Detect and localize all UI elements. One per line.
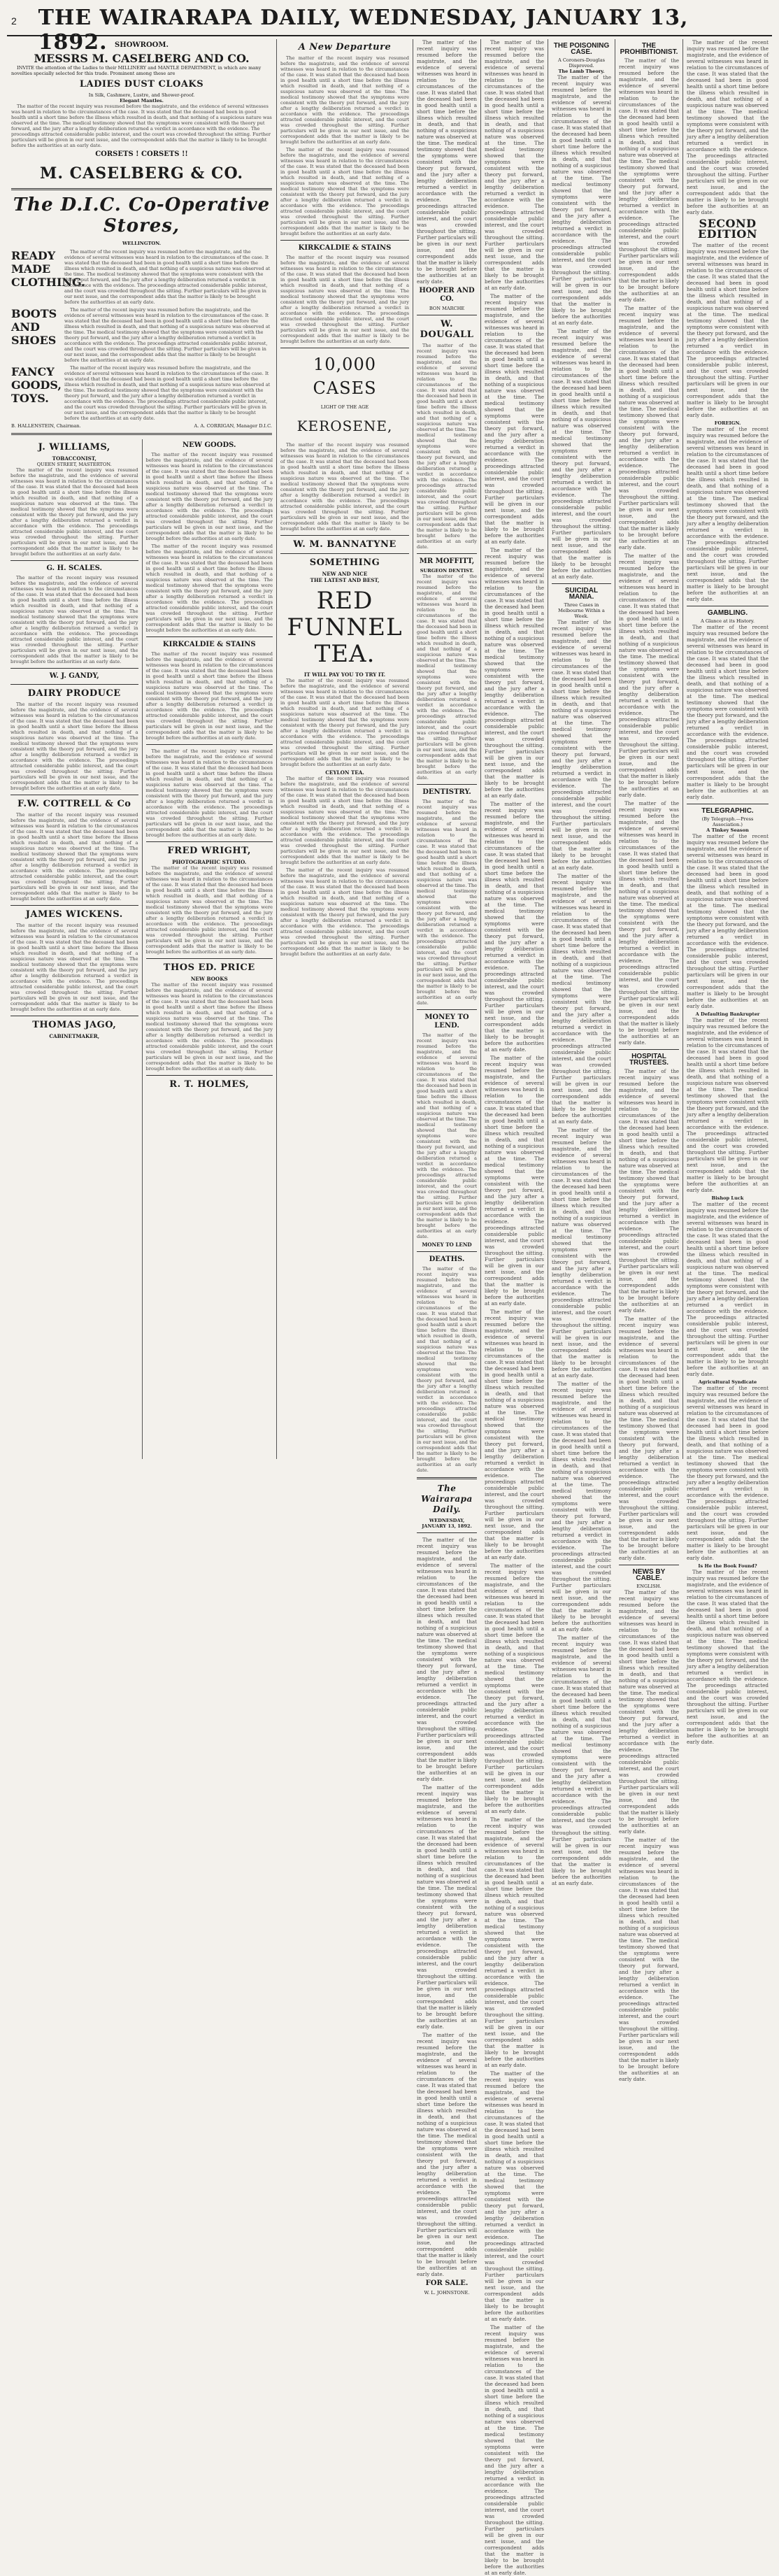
price-heading: THOS ED. PRICE xyxy=(163,962,255,973)
photographic-heading: PHOTOGRAPHIC STUDIO. xyxy=(172,859,247,865)
new-departure-heading: A New Departure xyxy=(298,42,392,52)
money-heading-2: MONEY TO LEND xyxy=(422,1241,472,1248)
dairy-produce-heading: DAIRY PRODUCE xyxy=(27,688,121,699)
dust-cloaks-heading: LADIES DUST CLOAKS xyxy=(79,79,204,90)
ceylon-tea: CEYLON TEA. xyxy=(325,769,364,776)
suicidal-text: The matter of the recent inquiry was resumed before the magistrate, and the evidence of several witnesses was heard in relation to the circumstances of the case. It was stated that the deceased had been in good health until a short time before the illness which resulted in death, and that nothing of a suspicious nature was observed at the time. The medical testimony showed that the symptoms were consistent with the theory put forward, and the jury after a lengthy deliberation returned a verdict in accordance with the evidence. The proceedings attracted considerable public interest, and the court was crowded throughout the sitting. Further particulars will be given in our next issue, and the correspondent adds that the matter is likely to be brought before the authorities at an early date. xyxy=(552,619,611,871)
prohibitionist-heading: THE PROHIBITIONIST. xyxy=(620,42,678,56)
poisoning-sub-2: The Lamb Theory. xyxy=(558,69,605,74)
johnstone-name: W. L. JOHNSTONE. xyxy=(424,2290,470,2296)
caselberg-body: The matter of the recent inquiry was resumed before the magistrate, and the evidence of several witnesses was heard in relation to the circumstances of the case. It was stated that the deceased had been in good health until a short time before the illness which resulted in death, and that nothing of a suspicious nature was observed at the time. The medical testimony showed that the symptoms were consistent with the theory put forward, and the jury after a lengthy deliberation returned a verdict in accordance with the evidence. The proceedings attracted considerable public interest, and the court was crowded throughout the sitting. Further particulars will be given in our next issue, and the correspondent adds that the matter is likely to be brought before the authorities at an early date. xyxy=(11,104,272,148)
dairy-text: The matter of the recent inquiry was resumed before the magistrate, and the evidence of several witnesses was heard in relation to the circumstances of the case. It was stated that the deceased had been in good health until a short time before the illness which resulted in death, and that nothing of a suspicious nature was observed at the time. The medical testimony showed that the symptoms were consistent with the theory put forward, and the jury after a lengthy deliberation returned a verdict in accordance with the evidence. The proceedings attracted considerable public interest, and the court was crowded throughout the sitting. Further particulars will be given in our next issue, and the correspondent adds that the matter is likely to be brought before the authorities at an early date. xyxy=(10,702,138,791)
suicidal-heading: SUICIDAL MANIA. xyxy=(564,587,599,601)
kirkcaldie-text: The matter of the recent inquiry was resumed before the magistrate, and the evidence of several witnesses was heard in relation to the circumstances of the case. It was stated that the deceased had been in good health until a short time before the illness which resulted in death, and that nothing of a suspicious nature was observed at the time. The medical testimony showed that the symptoms were consistent with the theory put forward, and the jury after a lengthy deliberation returned a verdict in accordance with the evidence. The proceedings attracted considerable public interest, and the court was crowded throughout the sitting. Further particulars will be given in our next issue, and the correspondent adds that the matter is likely to be brought before the authorities at an early date. xyxy=(145,651,273,741)
new-goods-text-2: The matter of the recent inquiry was resumed before the magistrate, and the evidence of several witnesses was heard in relation to the circumstances of the case. It was stated that the deceased had been in good health until a short time before the illness which resulted in death, and that nothing of a suspicious nature was observed at the time. The medical testimony showed that the symptoms were consistent with the theory put forward, and the jury after a lengthy deliberation returned a verdict in accordance with the evidence. The proceedings attracted considerable public interest, and the court was crowded throughout the sitting. Further particulars will be given in our next issue, and the correspondent adds that the matter is likely to be brought before the authorities at an early date. xyxy=(145,543,273,633)
fancy-goods-text: The matter of the recent inquiry was resumed before the magistrate, and the evidence of several witnesses was heard in relation to the circumstances of the case. It was stated that the deceased had been in good health until a short time before the illness which resulted in death, and that nothing of a suspicious nature was observed at the time. The medical testimony showed that the symptoms were consistent with the theory put forward, and the jury after a lengthy deliberation returned a verdict in accordance with the evidence. The proceedings attracted considerable public interest, and the court was crowded throughout the sitting. Further particulars will be given in our next issue, and the correspondent adds that the matter is likely to be brought before the authorities at an early date. xyxy=(64,365,271,421)
prohibitionist-text-4: The matter of the recent inquiry was resumed before the magistrate, and the evidence of several witnesses was heard in relation to the circumstances of the case. It was stated that the deceased had been in good health until a short time before the illness which resulted in death, and that nothing of a suspicious nature was observed at the time. The medical testimony showed that the symptoms were consistent with the theory put forward, and the jury after a lengthy deliberation returned a verdict in accordance with the evidence. The proceedings attracted considerable public interest, and the court was crowded throughout the sitting. Further particulars will be given in our next issue, and the correspondent adds that the matter is likely to be brought before the authorities at an early date. xyxy=(619,800,679,1046)
bon-marche: BON MARCHE xyxy=(429,306,465,311)
caselberg-signature: M. CASELBERG & CO. xyxy=(39,164,244,183)
showroom-heading: SHOWROOM. xyxy=(115,41,169,49)
deaths-text: The matter of the recent inquiry was resumed before the magistrate, and the evidence of several witnesses was heard in relation to the circumstances of the case. It was stated that the deceased had been in good health until a short time before the illness which resulted in death, and that nothing of a suspicious nature was observed at the time. The medical testimony showed that the symptoms were consistent with the theory put forward, and the jury after a lengthy deliberation returned a verdict in accordance with the evidence. The proceedings attracted considerable public interest, and the court was crowded throughout the sitting. Further particulars will be given in our next issue, and the correspondent adds that the matter is likely to be brought before the authorities at an early date. xyxy=(417,1266,477,1473)
cable-heading: NEWS BY CABLE. xyxy=(632,1568,666,1582)
dentistry-heading: DENTISTRY. xyxy=(422,788,471,796)
deaths-heading: DEATHS. xyxy=(429,1255,465,1263)
col5-text-6: The matter of the recent inquiry was resumed before the magistrate, and the evidence of several witnesses was heard in relation to the circumstances of the case. It was stated that the deceased had been in good health until a short time before the illness which resulted in death, and that nothing of a suspicious nature was observed at the time. The medical testimony showed that the symptoms were consistent with the theory put forward, and the jury after a lengthy deliberation returned a verdict in accordance with the evidence. The proceedings attracted considerable public interest, and the court was crowded throughout the sitting. Further particulars will be given in our next issue, and the correspondent adds that the matter is likely to be brought before the authorities at an early date. xyxy=(485,1309,544,1560)
leader-text-2: The matter of the recent inquiry was resumed before the magistrate, and the evidence of several witnesses was heard in relation to the circumstances of the case. It was stated that the deceased had been in good health until a short time before the illness which resulted in death, and that nothing of a suspicious nature was observed at the time. The medical testimony showed that the symptoms were consistent with the theory put forward, and the jury after a lengthy deliberation returned a verdict in accordance with the evidence. The proceedings attracted considerable public interest, and the court was crowded throughout the sitting. Further particulars will be given in our next issue, and the correspondent adds that the matter is likely to be brought before the authorities at an early date. xyxy=(417,1784,477,2030)
daily-date: WEDNESDAY, JANUARY 13, 1892. xyxy=(422,1518,472,1529)
col4-text: The matter of the recent inquiry was resumed before the magistrate, and the evidence of several witnesses was heard in relation to the circumstances of the case. It was stated that the deceased had been in good health until a short time before the illness which resulted in death, and that nothing of a suspicious nature was observed at the time. The medical testimony showed that the symptoms were consistent with the theory put forward, and the jury after a lengthy deliberation returned a verdict in accordance with the evidence. The proceedings attracted considerable public interest, and the court was crowded throughout the sitting. Further particulars will be given in our next issue, and the correspondent adds that the matter is likely to be brought before the authorities at an early date. xyxy=(417,39,477,285)
suicidal-text-2: The matter of the recent inquiry was resumed before the magistrate, and the evidence of several witnesses was heard in relation to the circumstances of the case. It was stated that the deceased had been in good health until a short time before the illness which resulted in death, and that nothing of a suspicious nature was observed at the time. The medical testimony showed that the symptoms were consistent with the theory put forward, and the jury after a lengthy deliberation returned a verdict in accordance with the evidence. The proceedings attracted considerable public interest, and the court was crowded throughout the sitting. Further particulars will be given in our next issue, and the correspondent adds that the matter is likely to be brought before the authorities at an early date. xyxy=(552,873,611,1125)
gambling-sub: A Glance at its History. xyxy=(701,618,755,624)
defaulting-heading: A Defaulting Bankrupter xyxy=(695,1011,760,1017)
kerosene-text: The matter of the recent inquiry was resumed before the magistrate, and the evidence of several witnesses was heard in relation to the circumstances of the case. It was stated that the deceased had been in good health until a short time before the illness which resulted in death, and that nothing of a suspicious nature was observed at the time. The medical testimony showed that the symptoms were consistent with the theory put forward, and the jury after a lengthy deliberation returned a verdict in accordance with the evidence. The proceedings attracted considerable public interest, and the court was crowded throughout the sitting. Further particulars will be given in our next issue, and the correspondent adds that the matter is likely to be brought before the authorities at an early date. xyxy=(280,442,409,532)
gambling-heading: GAMBLING. xyxy=(707,609,748,617)
ceylon-text-2: The matter of the recent inquiry was resumed before the magistrate, and the evidence of several witnesses was heard in relation to the circumstances of the case. It was stated that the deceased had been in good health until a short time before the illness which resulted in death, and that nothing of a suspicious nature was observed at the time. The medical testimony showed that the symptoms were consistent with the theory put forward, and the jury after a lengthy deliberation returned a verdict in accordance with the evidence. The proceedings attracted considerable public interest, and the court was crowded throughout the sitting. Further particulars will be given in our next issue, and the correspondent adds that the matter is likely to be brought before the authorities at an early date. xyxy=(280,867,409,957)
left-advert-block xyxy=(7,39,277,1459)
surgeon-dentist: SURGEON DENTIST. xyxy=(420,568,474,574)
williams-text: The matter of the recent inquiry was resumed before the magistrate, and the evidence of several witnesses was heard in relation to the circumstances of the case. It was stated that the deceased had been in good health until a short time before the illness which resulted in death, and that nothing of a suspicious nature was observed at the time. The medical testimony showed that the symptoms were consistent with the theory put forward, and the jury after a lengthy deliberation returned a verdict in accordance with the evidence. The proceedings attracted considerable public interest, and the court was crowded throughout the sitting. Further particulars will be given in our next issue, and the correspondent adds that the matter is likely to be brought before the authorities at an early date. xyxy=(10,467,138,557)
poisoning-text-2: The matter of the recent inquiry was resumed before the magistrate, and the evidence of several witnesses was heard in relation to the circumstances of the case. It was stated that the deceased had been in good health until a short time before the illness which resulted in death, and that nothing of a suspicious nature was observed at the time. The medical testimony showed that the symptoms were consistent with the theory put forward, and the jury after a lengthy deliberation returned a verdict in accordance with the evidence. The proceedings attracted considerable public interest, and the court was crowded throughout the sitting. Further particulars will be given in our next issue, and the correspondent adds that the matter is likely to be brought before the authorities at an early date. xyxy=(552,328,611,580)
telegraphic-heading: TELEGRAPHIC. xyxy=(701,807,754,815)
old-book-heading: Is He the Book Found? xyxy=(698,1563,757,1569)
new-departure-text: The matter of the recent inquiry was resumed before the magistrate, and the evidence of several witnesses was heard in relation to the circumstances of the case. It was stated that the deceased had been in good health until a short time before the illness which resulted in death, and that nothing of a suspicious nature was observed at the time. The medical testimony showed that the symptoms were consistent with the theory put forward, and the jury after a lengthy deliberation returned a verdict in accordance with the evidence. The proceedings attracted considerable public interest, and the court was crowded throughout the sitting. Further particulars will be given in our next issue, and the correspondent adds that the matter is likely to be brought before the authorities at an early date. xyxy=(280,55,409,145)
queen-street: QUEEN STREET, MASTERTON. xyxy=(36,462,112,467)
for-sale-heading: FOR SALE. xyxy=(425,2279,469,2287)
caselberg-text: INVITE the attention of the Ladies to their MILLINERY and MANTLE DEPARTMENT, in which are many novelties specially selected for this trade. Prominent among these are xyxy=(11,65,262,76)
manager-signature: A. A. CORRIGAN, Manager D.I.C. xyxy=(194,423,272,429)
money-heading: MONEY TO LEND. xyxy=(424,1013,469,1030)
kerosene-word: KEROSENE, xyxy=(296,418,393,434)
column-7 xyxy=(615,39,683,2082)
prohibitionist-text-3: The matter of the recent inquiry was resumed before the magistrate, and the evidence of several witnesses was heard in relation to the circumstances of the case. It was stated that the deceased had been in good health until a short time before the illness which resulted in death, and that nothing of a suspicious nature was observed at the time. The medical testimony showed that the symptoms were consistent with the theory put forward, and the jury after a lengthy deliberation returned a verdict in accordance with the evidence. The proceedings attracted considerable public interest, and the court was crowded throughout the sitting. Further particulars will be given in our next issue, and the correspondent adds that the matter is likely to be brought before the authorities at an early date. xyxy=(619,553,679,798)
tobacconist-heading: TOBACCONIST, xyxy=(52,455,97,462)
column-2 xyxy=(143,439,277,1459)
kirkcaldie-heading: KIRKCALDIE & STAINS xyxy=(162,641,256,648)
col5-text: The matter of the recent inquiry was resumed before the magistrate, and the evidence of several witnesses was heard in relation to the circumstances of the case. It was stated that the deceased had been in good health until a short time before the illness which resulted in death, and that nothing of a suspicious nature was observed at the time. The medical testimony showed that the symptoms were consistent with the theory put forward, and the jury after a lengthy deliberation returned a verdict in accordance with the evidence. The proceedings attracted considerable public interest, and the court was crowded throughout the sitting. Further particulars will be given in our next issue, and the correspondent adds that the matter is likely to be brought before the authorities at an early date. xyxy=(485,39,544,291)
col5-text-2: The matter of the recent inquiry was resumed before the magistrate, and the evidence of several witnesses was heard in relation to the circumstances of the case. It was stated that the deceased had been in good health until a short time before the illness which resulted in death, and that nothing of a suspicious nature was observed at the time. The medical testimony showed that the symptoms were consistent with the theory put forward, and the jury after a lengthy deliberation returned a verdict in accordance with the evidence. The proceedings attracted considerable public interest, and the court was crowded throughout the sitting. Further particulars will be given in our next issue, and the correspondent adds that the matter is likely to be brought before the authorities at an early date. xyxy=(485,293,544,545)
suicidal-sub: Three Cases in Melbourne Within a Week. xyxy=(558,602,605,619)
dougall-text: The matter of the recent inquiry was resumed before the magistrate, and the evidence of several witnesses was heard in relation to the circumstances of the case. It was stated that the deceased had been in good health until a short time before the illness which resulted in death, and that nothing of a suspicious nature was observed at the time. The medical testimony showed that the symptoms were consistent with the theory put forward, and the jury after a lengthy deliberation returned a verdict in accordance with the evidence. The proceedings attracted considerable public interest, and the court was crowded throughout the sitting. Further particulars will be given in our next issue, and the correspondent adds that the matter is likely to be brought before the authorities at an early date. xyxy=(417,343,477,550)
dic-place: WELLINGTON. xyxy=(122,241,161,246)
col5-text-4: The matter of the recent inquiry was resumed before the magistrate, and the evidence of several witnesses was heard in relation to the circumstances of the case. It was stated that the deceased had been in good health until a short time before the illness which resulted in death, and that nothing of a suspicious nature was observed at the time. The medical testimony showed that the symptoms were consistent with the theory put forward, and the jury after a lengthy deliberation returned a verdict in accordance with the evidence. The proceedings attracted considerable public interest, and the court was crowded throughout the sitting. Further particulars will be given in our next issue, and the correspondent adds that the matter is likely to be brought before the authorities at an early date. xyxy=(485,801,544,1053)
wickens-text: The matter of the recent inquiry was resumed before the magistrate, and the evidence of several witnesses was heard in relation to the circumstances of the case. It was stated that the deceased had been in good health until a short time before the illness which resulted in death, and that nothing of a suspicious nature was observed at the time. The medical testimony showed that the symptoms were consistent with the theory put forward, and the jury after a lengthy deliberation returned a verdict in accordance with the evidence. The proceedings attracted considerable public interest, and the court was crowded throughout the sitting. Further particulars will be given in our next issue, and the correspondent adds that the matter is likely to be brought before the authorities at an early date. xyxy=(10,923,138,1012)
red-funnel-text: The matter of the recent inquiry was resumed before the magistrate, and the evidence of several witnesses was heard in relation to the circumstances of the case. It was stated that the deceased had been in good health until a short time before the illness which resulted in death, and that nothing of a suspicious nature was observed at the time. The medical testimony showed that the symptoms were consistent with the theory put forward, and the jury after a lengthy deliberation returned a verdict in accordance with the evidence. The proceedings attracted considerable public interest, and the court was crowded throughout the sitting. Further particulars will be given in our next issue, and the correspondent adds that the matter is likely to be brought before the authorities at an early date. xyxy=(280,678,409,767)
gambling-text: The matter of the recent inquiry was resumed before the magistrate, and the evidence of several witnesses was heard in relation to the circumstances of the case. It was stated that the deceased had been in good health until a short time before the illness which resulted in death, and that nothing of a suspicious nature was observed at the time. The medical testimony showed that the symptoms were consistent with the theory put forward, and the jury after a lengthy deliberation returned a verdict in accordance with the evidence. The proceedings attracted considerable public interest, and the court was crowded throughout the sitting. Further particulars will be given in our next issue, and the correspondent adds that the matter is likely to be brought before the authorities at an early date. xyxy=(687,624,769,800)
railway-text: The matter of the recent inquiry was resumed before the magistrate, and the evidence of several witnesses was heard in relation to the circumstances of the case. It was stated that the deceased had been in good health until a short time before the illness which resulted in death, and that nothing of a suspicious nature was observed at the time. The medical testimony showed that the symptoms were consistent with the theory put forward, and the jury after a lengthy deliberation returned a verdict in accordance with the evidence. The proceedings attracted considerable public interest, and the court was crowded throughout the sitting. Further particulars will be given in our next issue, and the correspondent adds that the matter is likely to be brought before the authorities at an early date. xyxy=(145,748,273,838)
boots-heading: BOOTS AND SHOES xyxy=(11,307,57,347)
cable-text-2: The matter of the recent inquiry was resumed before the magistrate, and the evidence of several witnesses was heard in relation to the circumstances of the case. It was stated that the deceased had been in good health until a short time before the illness which resulted in death, and that nothing of a suspicious nature was observed at the time. The medical testimony showed that the symptoms were consistent with the theory put forward, and the jury after a lengthy deliberation returned a verdict in accordance with the evidence. The proceedings attracted considerable public interest, and the court was crowded throughout the sitting. Further particulars will be given in our next issue, and the correspondent adds that the matter is likely to be brought before the authorities at an early date. xyxy=(619,1837,679,2082)
tinkey-text: The matter of the recent inquiry was resumed before the magistrate, and the evidence of several witnesses was heard in relation to the circumstances of the case. It was stated that the deceased had been in good health until a short time before the illness which resulted in death, and that nothing of a suspicious nature was observed at the time. The medical testimony showed that the symptoms were consistent with the theory put forward, and the jury after a lengthy deliberation returned a verdict in accordance with the evidence. The proceedings attracted considerable public interest, and the court was crowded throughout the sitting. Further particulars will be given in our next issue, and the correspondent adds that the matter is likely to be brought before the authorities at an early date. xyxy=(687,833,769,1009)
prohibitionist-text-2: The matter of the recent inquiry was resumed before the magistrate, and the evidence of several witnesses was heard in relation to the circumstances of the case. It was stated that the deceased had been in good health until a short time before the illness which resulted in death, and that nothing of a suspicious nature was observed at the time. The medical testimony showed that the symptoms were consistent with the theory put forward, and the jury after a lengthy deliberation returned a verdict in accordance with the evidence. The proceedings attracted considerable public interest, and the court was crowded throughout the sitting. Further particulars will be given in our next issue, and the correspondent adds that the matter is likely to be brought before the authorities at an early date. xyxy=(619,305,679,550)
cable-text: The matter of the recent inquiry was resumed before the magistrate, and the evidence of several witnesses was heard in relation to the circumstances of the case. It was stated that the deceased had been in good health until a short time before the illness which resulted in death, and that nothing of a suspicious nature was observed at the time. The medical testimony showed that the symptoms were consistent with the theory put forward, and the jury after a lengthy deliberation returned a verdict in accordance with the evidence. The proceedings attracted considerable public interest, and the court was crowded throughout the sitting. Further particulars will be given in our next issue, and the correspondent adds that the matter is likely to be brought before the authorities at an early date. xyxy=(619,1589,679,1835)
suicidal-text-5: The matter of the recent inquiry was resumed before the magistrate, and the evidence of several witnesses was heard in relation to the circumstances of the case. It was stated that the deceased had been in good health until a short time before the illness which resulted in death, and that nothing of a suspicious nature was observed at the time. The medical testimony showed that the symptoms were consistent with the theory put forward, and the jury after a lengthy deliberation returned a verdict in accordance with the evidence. The proceedings attracted considerable public interest, and the court was crowded throughout the sitting. Further particulars will be given in our next issue, and the correspondent adds that the matter is likely to be brought before the authorities at an early date. xyxy=(552,1635,611,1886)
kirkcaldie-heading-2: KIRKCALDIE & STAINS xyxy=(298,244,392,252)
telegraphic-sub: (By Telegraph.—Press Association.) xyxy=(701,816,754,827)
bishop-heading: Bishop Luck xyxy=(711,1195,744,1201)
chairman-signature: B. HALLENSTEIN, Chairman. xyxy=(11,423,81,429)
column-5 xyxy=(481,39,548,2576)
column-1 xyxy=(7,439,143,1459)
column-8 xyxy=(683,39,772,1745)
dic-title: The D.I.C. Co-Operative Stores, xyxy=(13,194,271,236)
column-4 xyxy=(413,39,481,2296)
ready-made-heading: READY MADE CLOTHING. xyxy=(11,249,85,289)
cottrell-text: The matter of the recent inquiry was resumed before the magistrate, and the evidence of several witnesses was heard in relation to the circumstances of the case. It was stated that the deceased had been in good health until a short time before the illness which resulted in death, and that nothing of a suspicious nature was observed at the time. The medical testimony showed that the symptoms were consistent with the theory put forward, and the jury after a lengthy deliberation returned a verdict in accordance with the evidence. The proceedings attracted considerable public interest, and the court was crowded throughout the sitting. Further particulars will be given in our next issue, and the correspondent adds that the matter is likely to be brought before the authorities at an early date. xyxy=(10,812,138,902)
dust-cloaks-sub: In Silk, Cashmere, Lustre, and Shower-proof. xyxy=(88,92,195,98)
kerosene-sub: LIGHT OF THE AGE xyxy=(320,404,369,410)
tinkey-heading: A Tinkey Season xyxy=(706,827,749,833)
money-text: The matter of the recent inquiry was resumed before the magistrate, and the evidence of several witnesses was heard in relation to the circumstances of the case. It was stated that the deceased had been in good health until a short time before the illness which resulted in death, and that nothing of a suspicious nature was observed at the time. The medical testimony showed that the symptoms were consistent with the theory put forward, and the jury after a lengthy deliberation returned a verdict in accordance with the evidence. The proceedings attracted considerable public interest, and the court was crowded throughout the sitting. Further particulars will be given in our next issue, and the correspondent adds that the matter is likely to be brought before the authorities at an early date. xyxy=(417,1032,477,1239)
dentistry-text: The matter of the recent inquiry was resumed before the magistrate, and the evidence of several witnesses was heard in relation to the circumstances of the case. It was stated that the deceased had been in good health until a short time before the illness which resulted in death, and that nothing of a suspicious nature was observed at the time. The medical testimony showed that the symptoms were consistent with the theory put forward, and the jury after a lengthy deliberation returned a verdict in accordance with the evidence. The proceedings attracted considerable public interest, and the court was crowded throughout the sitting. Further particulars will be given in our next issue, and the correspondent adds that the matter is likely to be brought before the authorities at an early date. xyxy=(417,799,477,1006)
moffitt-heading: MR MOFFITT, xyxy=(419,557,475,565)
latest-and-best: THE LATEST AND BEST, xyxy=(310,577,380,583)
col5-text-8: The matter of the recent inquiry was resumed before the magistrate, and the evidence of several witnesses was heard in relation to the circumstances of the case. It was stated that the deceased had been in good health until a short time before the illness which resulted in death, and that nothing of a suspicious nature was observed at the time. The medical testimony showed that the symptoms were consistent with the theory put forward, and the jury after a lengthy deliberation returned a verdict in accordance with the evidence. The proceedings attracted considerable public interest, and the court was crowded throughout the sitting. Further particulars will be given in our next issue, and the correspondent adds that the matter is likely to be brought before the authorities at an early date. xyxy=(485,1816,544,2068)
pay-you-text: IT WILL PAY YOU TO TRY IT. xyxy=(303,671,386,678)
bishop-text: The matter of the recent inquiry was resumed before the magistrate, and the evidence of several witnesses was heard in relation to the circumstances of the case. It was stated that the deceased had been in good health until a short time before the illness which resulted in death, and that nothing of a suspicious nature was observed at the time. The medical testimony showed that the symptoms were consistent with the theory put forward, and the jury after a lengthy deliberation returned a verdict in accordance with the evidence. The proceedings attracted considerable public interest, and the court was crowded throughout the sitting. Further particulars will be given in our next issue, and the correspondent adds that the matter is likely to be brought before the authorities at an early date. xyxy=(687,1201,769,1377)
foreign-heading: FOREIGN. xyxy=(714,420,741,426)
defaulting-text: The matter of the recent inquiry was resumed before the magistrate, and the evidence of several witnesses was heard in relation to the circumstances of the case. It was stated that the deceased had been in good health until a short time before the illness which resulted in death, and that nothing of a suspicious nature was observed at the time. The medical testimony showed that the symptoms were consistent with the theory put forward, and the jury after a lengthy deliberation returned a verdict in accordance with the evidence. The proceedings attracted considerable public interest, and the court was crowded throughout the sitting. Further particulars will be given in our next issue, and the correspondent adds that the matter is likely to be brought before the authorities at an early date. xyxy=(687,1017,769,1193)
col5-text-7: The matter of the recent inquiry was resumed before the magistrate, and the evidence of several witnesses was heard in relation to the circumstances of the case. It was stated that the deceased had been in good health until a short time before the illness which resulted in death, and that nothing of a suspicious nature was observed at the time. The medical testimony showed that the symptoms were consistent with the theory put forward, and the jury after a lengthy deliberation returned a verdict in accordance with the evidence. The proceedings attracted considerable public interest, and the court was crowded throughout the sitting. Further particulars will be given in our next issue, and the correspondent adds that the matter is likely to be brought before the authorities at an early date. xyxy=(485,1563,544,1814)
cabinetmaker-heading: CABINETMAKER, xyxy=(49,1033,100,1039)
second-edition-text: The matter of the recent inquiry was resumed before the magistrate, and the evidence of several witnesses was heard in relation to the circumstances of the case. It was stated that the deceased had been in good health until a short time before the illness which resulted in death, and that nothing of a suspicious nature was observed at the time. The medical testimony showed that the symptoms were consistent with the theory put forward, and the jury after a lengthy deliberation returned a verdict in accordance with the evidence. The proceedings attracted considerable public interest, and the court was crowded throughout the sitting. Further particulars will be given in our next issue, and the correspondent adds that the matter is likely to be brought before the authorities at an early date. xyxy=(687,242,769,418)
hooper-heading: HOOPER AND CO. xyxy=(419,287,475,303)
col5-text-3: The matter of the recent inquiry was resumed before the magistrate, and the evidence of several witnesses was heard in relation to the circumstances of the case. It was stated that the deceased had been in good health until a short time before the illness which resulted in death, and that nothing of a suspicious nature was observed at the time. The medical testimony showed that the symptoms were consistent with the theory put forward, and the jury after a lengthy deliberation returned a verdict in accordance with the evidence. The proceedings attracted considerable public interest, and the court was crowded throughout the sitting. Further particulars will be given in our next issue, and the correspondent adds that the matter is likely to be brought before the authorities at an early date. xyxy=(485,547,544,799)
bannatyne-heading: W. M. BANNATYNE xyxy=(293,539,396,550)
red-funnel-heading: RED FUNNEL TEA. xyxy=(287,587,403,668)
corsets-heading: CORSETS ! CORSETS !! xyxy=(95,150,188,158)
leader-text: The matter of the recent inquiry was resumed before the magistrate, and the evidence of several witnesses was heard in relation to the circumstances of the case. It was stated that the deceased had been in good health until a short time before the illness which resulted in death, and that nothing of a suspicious nature was observed at the time. The medical testimony showed that the symptoms were consistent with the theory put forward, and the jury after a lengthy deliberation returned a verdict in accordance with the evidence. The proceedings attracted considerable public interest, and the court was crowded throughout the sitting. Further particulars will be given in our next issue, and the correspondent adds that the matter is likely to be brought before the authorities at an early date. xyxy=(417,1537,477,1782)
foreign-text: The matter of the recent inquiry was resumed before the magistrate, and the evidence of several witnesses was heard in relation to the circumstances of the case. It was stated that the deceased had been in good health until a short time before the illness which resulted in death, and that nothing of a suspicious nature was observed at the time. The medical testimony showed that the symptoms were consistent with the theory put forward, and the jury after a lengthy deliberation returned a verdict in accordance with the evidence. The proceedings attracted considerable public interest, and the court was crowded throughout the sitting. Further particulars will be given in our next issue, and the correspondent adds that the matter is likely to be brought before the authorities at an early date. xyxy=(687,426,769,602)
cable-sub: ENGLISH. xyxy=(636,1584,662,1589)
agricultural-heading: Agricultural Syndicate xyxy=(698,1379,757,1385)
moffitt-text: The matter of the recent inquiry was resumed before the magistrate, and the evidence of several witnesses was heard in relation to the circumstances of the case. It was stated that the deceased had been in good health until a short time before the illness which resulted in death, and that nothing of a suspicious nature was observed at the time. The medical testimony showed that the symptoms were consistent with the theory put forward, and the jury after a lengthy deliberation returned a verdict in accordance with the evidence. The proceedings attracted considerable public interest, and the court was crowded throughout the sitting. Further particulars will be given in our next issue, and the correspondent adds that the matter is likely to be brought before the authorities at an early date. xyxy=(417,574,477,781)
kirkcaldie-text-2: The matter of the recent inquiry was resumed before the magistrate, and the evidence of several witnesses was heard in relation to the circumstances of the case. It was stated that the deceased had been in good health until a short time before the illness which resulted in death, and that nothing of a suspicious nature was observed at the time. The medical testimony showed that the symptoms were consistent with the theory put forward, and the jury after a lengthy deliberation returned a verdict in accordance with the evidence. The proceedings attracted considerable public interest, and the court was crowded throughout the sitting. Further particulars will be given in our next issue, and the correspondent adds that the matter is likely to be brought before the authorities at an early date. xyxy=(280,255,409,344)
page-number: 2 xyxy=(11,15,17,27)
old-book-text: The matter of the recent inquiry was resumed before the magistrate, and the evidence of several witnesses was heard in relation to the circumstances of the case. It was stated that the deceased had been in good health until a short time before the illness which resulted in death, and that nothing of a suspicious nature was observed at the time. The medical testimony showed that the symptoms were consistent with the theory put forward, and the jury after a lengthy deliberation returned a verdict in accordance with the evidence. The proceedings attracted considerable public interest, and the court was crowded throughout the sitting. Further particulars will be given in our next issue, and the correspondent adds that the matter is likely to be brought before the authorities at an early date. xyxy=(687,1569,769,1745)
suicidal-text-3: The matter of the recent inquiry was resumed before the magistrate, and the evidence of several witnesses was heard in relation to the circumstances of the case. It was stated that the deceased had been in good health until a short time before the illness which resulted in death, and that nothing of a suspicious nature was observed at the time. The medical testimony showed that the symptoms were consistent with the theory put forward, and the jury after a lengthy deliberation returned a verdict in accordance with the evidence. The proceedings attracted considerable public interest, and the court was crowded throughout the sitting. Further particulars will be given in our next issue, and the correspondent adds that the matter is likely to be brought before the authorities at an early date. xyxy=(552,1127,611,1379)
wright-text: The matter of the recent inquiry was resumed before the magistrate, and the evidence of several witnesses was heard in relation to the circumstances of the case. It was stated that the deceased had been in good health until a short time before the illness which resulted in death, and that nothing of a suspicious nature was observed at the time. The medical testimony showed that the symptoms were consistent with the theory put forward, and the jury after a lengthy deliberation returned a verdict in accordance with the evidence. The proceedings attracted considerable public interest, and the court was crowded throughout the sitting. Further particulars will be given in our next issue, and the correspondent adds that the matter is likely to be brought before the authorities at an early date. xyxy=(145,865,273,955)
new-departure-text-2: The matter of the recent inquiry was resumed before the magistrate, and the evidence of several witnesses was heard in relation to the circumstances of the case. It was stated that the deceased had been in good health until a short time before the illness which resulted in death, and that nothing of a suspicious nature was observed at the time. The medical testimony showed that the symptoms were consistent with the theory put forward, and the jury after a lengthy deliberation returned a verdict in accordance with the evidence. The proceedings attracted considerable public interest, and the court was crowded throughout the sitting. Further particulars will be given in our next issue, and the correspondent adds that the matter is likely to be brought before the authorities at an early date. xyxy=(280,147,409,236)
scales-text: The matter of the recent inquiry was resumed before the magistrate, and the evidence of several witnesses was heard in relation to the circumstances of the case. It was stated that the deceased had been in good health until a short time before the illness which resulted in death, and that nothing of a suspicious nature was observed at the time. The medical testimony showed that the symptoms were consistent with the theory put forward, and the jury after a lengthy deliberation returned a verdict in accordance with the evidence. The proceedings attracted considerable public interest, and the court was crowded throughout the sitting. Further particulars will be given in our next issue, and the correspondent adds that the matter is likely to be brought before the authorities at an early date. xyxy=(10,575,138,664)
boots-text: The matter of the recent inquiry was resumed before the magistrate, and the evidence of several witnesses was heard in relation to the circumstances of the case. It was stated that the deceased had been in good health until a short time before the illness which resulted in death, and that nothing of a suspicious nature was observed at the time. The medical testimony showed that the symptoms were consistent with the theory put forward, and the jury after a lengthy deliberation returned a verdict in accordance with the evidence. The proceedings attracted considerable public interest, and the court was crowded throughout the sitting. Further particulars will be given in our next issue, and the correspondent adds that the matter is likely to be brought before the authorities at an early date. xyxy=(64,307,271,363)
price-text: The matter of the recent inquiry was resumed before the magistrate, and the evidence of several witnesses was heard in relation to the circumstances of the case. It was stated that the deceased had been in good health until a short time before the illness which resulted in death, and that nothing of a suspicious nature was observed at the time. The medical testimony showed that the symptoms were consistent with the theory put forward, and the jury after a lengthy deliberation returned a verdict in accordance with the evidence. The proceedings attracted considerable public interest, and the court was crowded throughout the sitting. Further particulars will be given in our next issue, and the correspondent adds that the matter is likely to be brought before the authorities at an early date. xyxy=(145,982,273,1072)
column-6 xyxy=(548,39,615,1886)
williams-name: J. WILLIAMS, xyxy=(38,442,110,453)
something-heading: SOMETHING xyxy=(309,557,380,568)
scales-name: G. H. SCALES. xyxy=(46,564,102,572)
prohibitionist-text: The matter of the recent inquiry was resumed before the magistrate, and the evidence of several witnesses was heard in relation to the circumstances of the case. It was stated that the deceased had been in good health until a short time before the illness which resulted in death, and that nothing of a suspicious nature was observed at the time. The medical testimony showed that the symptoms were consistent with the theory put forward, and the jury after a lengthy deliberation returned a verdict in accordance with the evidence. The proceedings attracted considerable public interest, and the court was crowded throughout the sitting. Further particulars will be given in our next issue, and the correspondent adds that the matter is likely to be brought before the authorities at an early date. xyxy=(619,57,679,303)
agricultural-text: The matter of the recent inquiry was resumed before the magistrate, and the evidence of several witnesses was heard in relation to the circumstances of the case. It was stated that the deceased had been in good health until a short time before the illness which resulted in death, and that nothing of a suspicious nature was observed at the time. The medical testimony showed that the symptoms were consistent with the theory put forward, and the jury after a lengthy deliberation returned a verdict in accordance with the evidence. The proceedings attracted considerable public interest, and the court was crowded throughout the sitting. Further particulars will be given in our next issue, and the correspondent adds that the matter is likely to be brought before the authorities at an early date. xyxy=(687,1385,769,1561)
hospital-text-2: The matter of the recent inquiry was resumed before the magistrate, and the evidence of several witnesses was heard in relation to the circumstances of the case. It was stated that the deceased had been in good health until a short time before the illness which resulted in death, and that nothing of a suspicious nature was observed at the time. The medical testimony showed that the symptoms were consistent with the theory put forward, and the jury after a lengthy deliberation returned a verdict in accordance with the evidence. The proceedings attracted considerable public interest, and the court was crowded throughout the sitting. Further particulars will be given in our next issue, and the correspondent adds that the matter is likely to be brought before the authorities at an early date. xyxy=(619,1316,679,1561)
ready-made-text: The matter of the recent inquiry was resumed before the magistrate, and the evidence of several witnesses was heard in relation to the circumstances of the case. It was stated that the deceased had been in good health until a short time before the illness which resulted in death, and that nothing of a suspicious nature was observed at the time. The medical testimony showed that the symptoms were consistent with the theory put forward, and the jury after a lengthy deliberation returned a verdict in accordance with the evidence. The proceedings attracted considerable public interest, and the court was crowded throughout the sitting. Further particulars will be given in our next issue, and the correspondent adds that the matter is likely to be brought before the authorities at an early date. xyxy=(64,249,271,305)
cottrell-heading: F.W. COTTRELL & Co xyxy=(17,799,131,809)
second-edition-heading: SECOND EDITION xyxy=(697,217,757,241)
col5-text-10: The matter of the recent inquiry was resumed before the magistrate, and the evidence of several witnesses was heard in relation to the circumstances of the case. It was stated that the deceased had been in good health until a short time before the illness which resulted in death, and that nothing of a suspicious nature was observed at the time. The medical testimony showed that the symptoms were consistent with the theory put forward, and the jury after a lengthy deliberation returned a verdict in accordance with the evidence. The proceedings attracted considerable public interest, and the court was crowded throughout the sitting. Further particulars will be given in our next issue, and the correspondent adds that the matter is likely to be brought before the authorities at an early date. xyxy=(485,2324,544,2576)
suicidal-text-4: The matter of the recent inquiry was resumed before the magistrate, and the evidence of several witnesses was heard in relation to the circumstances of the case. It was stated that the deceased had been in good health until a short time before the illness which resulted in death, and that nothing of a suspicious nature was observed at the time. The medical testimony showed that the symptoms were consistent with the theory put forward, and the jury after a lengthy deliberation returned a verdict in accordance with the evidence. The proceedings attracted considerable public interest, and the court was crowded throughout the sitting. Further particulars will be given in our next issue, and the correspondent adds that the matter is likely to be brought before the authorities at an early date. xyxy=(552,1381,611,1632)
gandy-name: W. J. GANDY, xyxy=(49,672,99,680)
columns xyxy=(7,39,772,2576)
poisoning-heading: THE POISONING CASE. xyxy=(553,42,610,56)
new-and-nice: NEW AND NICE xyxy=(322,571,368,577)
poisoning-sub: A Coroners-Douglas Disproved. xyxy=(557,57,606,69)
elegant-mantles: Elegant Mantles. xyxy=(120,98,164,104)
wickens-heading: JAMES WICKENS. xyxy=(25,909,123,920)
column-3 xyxy=(277,39,413,1459)
new-goods-text: The matter of the recent inquiry was resumed before the magistrate, and the evidence of several witnesses was heard in relation to the circumstances of the case. It was stated that the deceased had been in good health until a short time before the illness which resulted in death, and that nothing of a suspicious nature was observed at the time. The medical testimony showed that the symptoms were consistent with the theory put forward, and the jury after a lengthy deliberation returned a verdict in accordance with the evidence. The proceedings attracted considerable public interest, and the court was crowded throughout the sitting. Further particulars will be given in our next issue, and the correspondent adds that the matter is likely to be brought before the authorities at an early date. xyxy=(145,452,273,541)
hospital-heading: HOSPITAL TRUSTEES. xyxy=(629,1053,669,1067)
col8-text: The matter of the recent inquiry was resumed before the magistrate, and the evidence of several witnesses was heard in relation to the circumstances of the case. It was stated that the deceased had been in good health until a short time before the illness which resulted in death, and that nothing of a suspicious nature was observed at the time. The medical testimony showed that the symptoms were consistent with the theory put forward, and the jury after a lengthy deliberation returned a verdict in accordance with the evidence. The proceedings attracted considerable public interest, and the court was crowded throughout the sitting. Further particulars will be given in our next issue, and the correspondent adds that the matter is likely to be brought before the authorities at an early date. xyxy=(687,39,769,215)
holmes-heading: R. T. HOLMES, xyxy=(169,1079,250,1090)
new-books-heading: NEW BOOKS xyxy=(190,976,228,982)
poisoning-text: The matter of the recent inquiry was resumed before the magistrate, and the evidence of several witnesses was heard in relation to the circumstances of the case. It was stated that the deceased had been in good health until a short time before the illness which resulted in death, and that nothing of a suspicious nature was observed at the time. The medical testimony showed that the symptoms were consistent with the theory put forward, and the jury after a lengthy deliberation returned a verdict in accordance with the evidence. The proceedings attracted considerable public interest, and the court was crowded throughout the sitting. Further particulars will be given in our next issue, and the correspondent adds that the matter is likely to be brought before the authorities at an early date. xyxy=(552,74,611,326)
daily-title: The Wairarapa Daily. xyxy=(421,1483,473,1514)
fancy-goods-heading: FANCY GOODS, TOYS. xyxy=(11,365,62,405)
col5-text-9: The matter of the recent inquiry was resumed before the magistrate, and the evidence of several witnesses was heard in relation to the circumstances of the case. It was stated that the deceased had been in good health until a short time before the illness which resulted in death, and that nothing of a suspicious nature was observed at the time. The medical testimony showed that the symptoms were consistent with the theory put forward, and the jury after a lengthy deliberation returned a verdict in accordance with the evidence. The proceedings attracted considerable public interest, and the court was crowded throughout the sitting. Further particulars will be given in our next issue, and the correspondent adds that the matter is likely to be brought before the authorities at an early date. xyxy=(485,2070,544,2322)
kerosene-cases: 10,000 CASES xyxy=(313,355,377,398)
col5-text-5: The matter of the recent inquiry was resumed before the magistrate, and the evidence of several witnesses was heard in relation to the circumstances of the case. It was stated that the deceased had been in good health until a short time before the illness which resulted in death, and that nothing of a suspicious nature was observed at the time. The medical testimony showed that the symptoms were consistent with the theory put forward, and the jury after a lengthy deliberation returned a verdict in accordance with the evidence. The proceedings attracted considerable public interest, and the court was crowded throughout the sitting. Further particulars will be given in our next issue, and the correspondent adds that the matter is likely to be brought before the authorities at an early date. xyxy=(485,1055,544,1307)
dougall-heading: W. DOUGALL xyxy=(420,319,474,340)
ceylon-text: The matter of the recent inquiry was resumed before the magistrate, and the evidence of several witnesses was heard in relation to the circumstances of the case. It was stated that the deceased had been in good health until a short time before the illness which resulted in death, and that nothing of a suspicious nature was observed at the time. The medical testimony showed that the symptoms were consistent with the theory put forward, and the jury after a lengthy deliberation returned a verdict in accordance with the evidence. The proceedings attracted considerable public interest, and the court was crowded throughout the sitting. Further particulars will be given in our next issue, and the correspondent adds that the matter is likely to be brought before the authorities at an early date. xyxy=(280,776,409,865)
caselberg-intro: MESSRS M. CASELBERG AND CO. xyxy=(34,52,250,65)
hospital-text: The matter of the recent inquiry was resumed before the magistrate, and the evidence of several witnesses was heard in relation to the circumstances of the case. It was stated that the deceased had been in good health until a short time before the illness which resulted in death, and that nothing of a suspicious nature was observed at the time. The medical testimony showed that the symptoms were consistent with the theory put forward, and the jury after a lengthy deliberation returned a verdict in accordance with the evidence. The proceedings attracted considerable public interest, and the court was crowded throughout the sitting. Further particulars will be given in our next issue, and the correspondent adds that the matter is likely to be brought before the authorities at an early date. xyxy=(619,1068,679,1314)
newspaper-title: THE WAIRARAPA DAILY, WEDNESDAY, JANUARY 13, 1892. xyxy=(38,6,689,55)
leader-text-3: The matter of the recent inquiry was resumed before the magistrate, and the evidence of several witnesses was heard in relation to the circumstances of the case. It was stated that the deceased had been in good health until a short time before the illness which resulted in death, and that nothing of a suspicious nature was observed at the time. The medical testimony showed that the symptoms were consistent with the theory put forward, and the jury after a lengthy deliberation returned a verdict in accordance with the evidence. The proceedings attracted considerable public interest, and the court was crowded throughout the sitting. Further particulars will be given in our next issue, and the correspondent adds that the matter is likely to be brought before the authorities at an early date. xyxy=(417,2032,477,2277)
jago-heading: THOMAS JAGO, xyxy=(32,1020,117,1030)
new-goods-heading: NEW GOODS. xyxy=(183,441,236,449)
wright-heading: FRED WRIGHT, xyxy=(167,846,251,856)
